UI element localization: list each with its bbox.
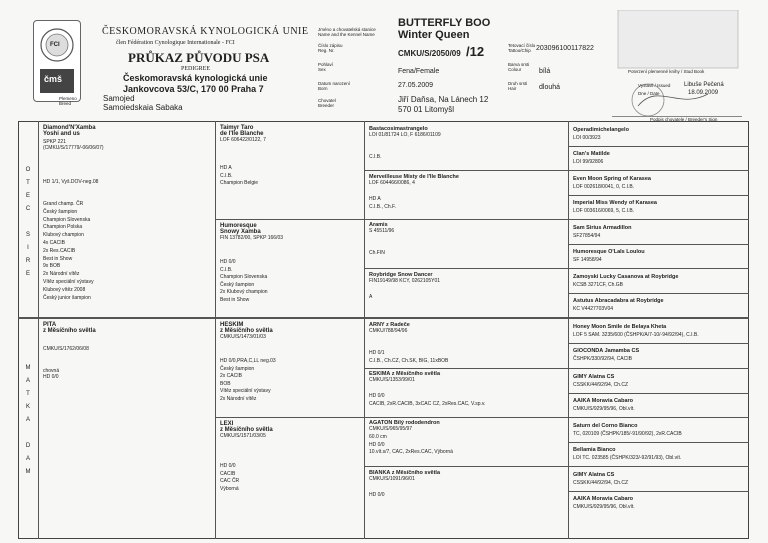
gen4-ancestor: AAIKA Moravia Cabaro CMKU/S/929/95/96, Obl.vít. <box>573 496 635 510</box>
gen4-ancestor: Zamoyski Lucky Casanova at Roybridge KCSB 3271CF, Ch.GB <box>573 274 679 288</box>
label-issued: Vystavil / Issued <box>638 83 671 88</box>
label-colour: Barva srsti Colour <box>508 62 530 72</box>
address: Jankovcova 53/C, 170 00 Praha 7 <box>123 84 264 94</box>
sire-title: Český junior šampion <box>43 294 91 301</box>
doc-title: PRŮKAZ PŮVODU PSA <box>128 50 270 65</box>
dog-name-1: BUTTERFLY BOO <box>398 17 491 29</box>
gen3-ancestor: ESKIMA z Měsíčního světla CMKU/S/1353/99/01 HD 0/0 CACIB, 2xR.CACIB, 3xCAC CZ, 2xRes.CAC, V.sp.v. <box>369 371 486 407</box>
gen3-ancestor: Bastacosimastrangelo LOI 01/81724 LO, F 6186/01109 C.I.B. <box>369 126 441 160</box>
breeder-line-2: 570 01 Litomyšl <box>398 105 455 114</box>
sire-title: Grand champ. ČR <box>43 201 84 207</box>
dog-hair: dlouhá <box>539 84 561 91</box>
issued-date: 18.09.2009 <box>688 90 719 96</box>
sire-title: Champion Polska <box>43 224 83 231</box>
sire-title: 2x Národní vítěz <box>43 271 80 278</box>
breeder-line-1: Jiří Daňsa, Na Lánech 12 <box>398 95 489 104</box>
gen4-ancestor: Honey Moon Smile de Belaya Kheta LOF 5 SAM. 3235/600 (ČSHPK/A/7-10/-94/92/94), C.I.B. <box>573 324 699 338</box>
breed-name-2: Samoiedskaia Sabaka <box>103 103 183 112</box>
logo-label-2: čmš <box>44 74 63 84</box>
gen4-ancestor: Humoresque O'Lals Loulou SF 14958/94 <box>573 249 645 263</box>
issued-by: Libuše Pečená <box>684 82 724 88</box>
gen3-ancestor: ARNY z Radeče CMKU/788/94/96 HD 0/1 C.I.B., Ch.CZ, Ch.SK, BIG, 11xBOB <box>369 322 449 364</box>
stud-book-stamp <box>598 10 748 120</box>
gen2-ancestor: Humoresque Snowy Xamba FIN 13782/00, SPKP 166/03 HD 0/0 C.I.B. Champion Slovenska Český šampion 2x Klubový champion Best in Show <box>220 223 284 303</box>
gen4-ancestor: AAIKA Moravia Cabaro CMKU/S/929/95/96, Obl.vít. <box>573 398 635 412</box>
sire-side-label: O T E C S I R E <box>25 167 31 277</box>
label-signature: Podpis chovatele / Breeder's Sign <box>650 117 718 122</box>
fci-emblem-icon <box>34 21 80 101</box>
label-tattoo: Tetovací číslo Tattoo/Chip <box>508 43 536 53</box>
label-sex: Pohlaví Sex <box>318 62 334 72</box>
dog-born: 27.05.2009 <box>398 82 434 89</box>
dog-reg-suffix: /12 <box>466 44 485 59</box>
gen4-ancestor: GIMY Alatna CS CSSKK/44/92/94, Ch.CZ <box>573 374 629 388</box>
gen2-ancestor: HESKIM z Měsíčního světla CMKU/S/1473/01/03 HD 0/0,PRA,C,LL neg.03 Český šampion 2x CACIB BOB Vítěz speciální výstavy 2x Národní vítěz <box>220 322 276 402</box>
org-member: člen Fédération Cynologique Internationale - FCI <box>116 40 235 46</box>
gen4-ancestor: Bellamia Bianco LOI TC. 023585 (ČSHPK/323/-92/91/93), Obl.vít. <box>573 447 682 461</box>
gen4-ancestor: Clan's Matilde LOI 99/92806 <box>573 151 610 165</box>
breed-name: Samojed <box>103 94 135 103</box>
sire-title: 2x Res.CACIB <box>43 247 76 254</box>
gen4-ancestor: Imperial Miss Wendy of Karasea LOF 003616/0069, 5, C.I.B. <box>573 200 657 214</box>
gen4-ancestor: Sam Sirius Armadillon SF27854/94 <box>573 225 632 239</box>
dog-chip: 203096100117822 <box>536 45 594 52</box>
label-stud-book: Potvrzení plemenné knihy / Stud Book <box>628 69 705 74</box>
sire-title: Klubový vítěz 2008 <box>43 286 86 293</box>
org-name-2: Českomoravská kynologická unie <box>123 73 268 83</box>
sire-title: Český šampion <box>43 208 78 215</box>
sire-title: Vítěz speciální výstavy <box>43 278 94 285</box>
dog-name-2: Winter Queen <box>398 29 470 41</box>
gen3-ancestor: Aramis S 45511/96 Ch.FIN <box>369 222 395 256</box>
dog-reg-no: CMKU/S/2050/09 <box>398 49 461 58</box>
sire-title: Best in Show <box>43 255 73 262</box>
official-stamp-icon <box>598 10 748 120</box>
dog-colour: bílá <box>539 68 551 75</box>
gen4-ancestor: GIMY Alatna CS CSSKK/44/92/94, Ch.CZ <box>573 472 629 486</box>
sire-title: Klubový champion <box>43 232 84 239</box>
gen4-ancestor: Operadimichelangelo LOI 00/3923 <box>573 127 629 141</box>
sire-title: Champion Slovenska <box>43 216 91 223</box>
sire-title: 4x CACIB <box>43 239 65 246</box>
gen4-ancestor: Astutus Abracadabra at Roybridge KC V4427703V04 <box>573 298 664 312</box>
sire-title: 9x BOB <box>43 263 61 270</box>
org-name: ČESKOMORAVSKÁ KYNOLOGICKÁ UNIE <box>102 26 309 37</box>
label-name: Jméno a chovatelská stanice Name and the Kennel Name <box>318 27 376 37</box>
dog-sex: Fena/Female <box>398 68 440 75</box>
gen4-ancestor: Saturn del Corno Bianco TC, 020109 (ČSHPK/185/-91/90/92), 2xR.CACIB <box>573 423 682 437</box>
breed-label: Plemeno Breed <box>59 96 77 106</box>
gen4-ancestor: Even Moon Spring of Karasea LOF 002618/0041, 0, C.I.B. <box>573 176 651 190</box>
label-born: Datum narození Born <box>318 81 351 91</box>
gen1-sire: Diamond'N'Xamba Yoshi and us SPKP 221 (CMKU/S/17779/-06/06/07) HD 1/1, Vyš.DOV-neg.08 Grand champ. ČR Český šampion Champion Slovenska Champion Polska Klubový champion 4x CACIB 2x Res.CACIB Best in Show 9x BOB 2x Národní vítěz Vítěz speciální výstavy Klubový vítěz 2008 Český junior šampion <box>43 125 104 301</box>
fci-logo <box>33 20 81 102</box>
label-breeder: Chovatel Breeder <box>318 98 336 108</box>
gen2-ancestor: Taimyr Taro de l'Ile Blanche LOF 606422/0122, 7 HD A C.I.B. Champion Belgie <box>220 125 266 187</box>
gen1-dam: PITA z Měsíčního světla CMKU/S/1762/06/08 chovná HD 0/0 <box>43 322 96 380</box>
label-date: Dne / Date <box>638 91 660 96</box>
doc-subtitle: PEDIGREE <box>181 66 210 72</box>
dam-side-label: M A T K A D A M <box>25 365 31 475</box>
label-reg: Číslo zápisu Reg. Nr. <box>318 43 343 53</box>
gen2-ancestor: LEXI z Měsíčního světla CMKU/S/1571/03/05 HD 0/0 CACIB CAC ČR Výborná <box>220 421 273 492</box>
label-hair: Druh srsti Hair <box>508 81 528 91</box>
gen3-ancestor: BIANKA z Měsíčního světla CMKU/S/1091/96/01 HD 0/0 <box>369 470 441 498</box>
gen3-ancestor: Roybridge Snow Dancer FIN19149/98 KCY, 0262105Y01 A <box>369 272 441 300</box>
gen4-ancestor: GIOCONDA Jamamba CS ČSHPK/330/92/94, CACIB <box>573 348 640 362</box>
logo-label: FCI <box>50 42 60 48</box>
gen3-ancestor: Merveilleuse Misty de l'Ile Blanche LOF 604466/0086, 4 HD A C.I.B., Ch.F. <box>369 174 459 210</box>
gen3-ancestor: AGATON Bílý rododendron CMKU/S/965/95/97 60.0 cm HD 0/0 10.vít.s/7, CAC, 2xRes.CAC, Výborná <box>369 420 453 455</box>
